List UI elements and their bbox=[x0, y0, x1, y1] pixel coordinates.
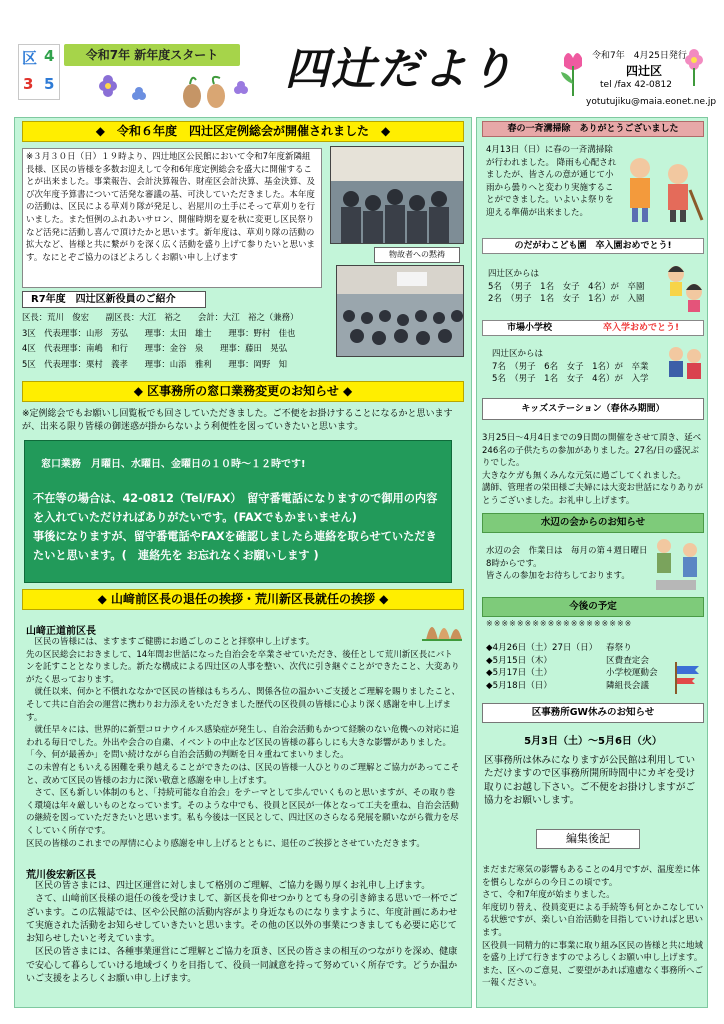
ichiba-line: 5名 （男子 1名 女子 4名）が 入学 bbox=[492, 374, 649, 385]
photo-caption: 物故者への黙祷 bbox=[374, 247, 460, 263]
nodagawa-line: 5名 （男子 1名 女子 4名）が 卒園 bbox=[488, 281, 645, 292]
nodagawa-heading-text: のだがわこども園 卒入園おめでとう! bbox=[514, 241, 672, 251]
tel-fax: tel /fax 42-0812 bbox=[600, 80, 672, 90]
schedule-event: 小学校運動会 bbox=[606, 668, 658, 679]
former-chief-name: 山﨑正道前区長 bbox=[26, 626, 96, 637]
greetings-heading: ◆ 山﨑前区長の退任の挨拶・荒川新区長就任の挨拶 ◆ bbox=[22, 589, 464, 610]
schedule-item bbox=[486, 680, 696, 693]
logo-char-4: 4 bbox=[44, 47, 55, 65]
schedule-event: 春祭り bbox=[606, 643, 632, 653]
new-year-tag: 令和7年 新年度スタート bbox=[64, 44, 240, 66]
newsletter-title: 四辻だより bbox=[285, 44, 515, 95]
schedule-item bbox=[486, 642, 696, 655]
office-hours-panel bbox=[24, 440, 452, 583]
office-hours: 窓口業務 月曜日、水曜日、金曜日の１０時〜１２時です! bbox=[41, 459, 306, 470]
mizube-body: 水辺の会 作業日は 毎月の第４週日曜日 8時からです。 皆さんの参加をお待ちしております。 bbox=[486, 546, 648, 582]
former-chief-message: 区民の皆様には、ますますご健勝にお過ごしのことと拝察申し上げます。 先の区民総会におきまして、14年間お世話になった自治会を卒業させていただき、後任として荒川新区長にバトンを託すこととなりました。新たな構成による四辻区の人事を整い、次代に引き継ぐことができたこと、大変ありがたく思っております。 就任以来、何かと不慣れななかで区民の皆様はもちろん、関係各位の温かいご支援とご理解を賜りましたこと、そして共に自治会の運営に携わりお力添えをいただきました歴代の区役員の皆様に心より深く感謝を申し上げます。 就任早々には、世界的に新型コロナウイルス感染症が発生し、自治会活動もかつて経験のない危機への対応に追われる毎日でした。外出や会合の自粛、イベントの中止など区民の皆様の暮らしにも大きな影響がありました。「今、何が最善か」を問い続けながら自治会活動の判断を日々重ねてまいりました。 この未曽有ともいえる困難を乗り越えることができたのは、区民の皆様一人ひとりのご理解とご協力があってこそと、改めて区民の皆様のお力に深い敬意と感謝を申し上げます。 さて、区も新しい体制のもと、「持続可能な自治会」をテーマとして歩んでいくものと思いますが、その取り巻く環境は年々厳しいものとなっています。そのような中でも、役員と区民が一体となって工夫を重ね、自治会活動の継続を図っていただきたいと思います。私も今後は一区民として、四辻区のさらなる発展を願いながら微力を尽くしていく所存です。 区民の皆様のこれまでの厚情に心より感謝を申し上げるとともに、退任のご挨拶とさせていただきます。 bbox=[26, 637, 460, 849]
district-name: 四辻区 bbox=[626, 64, 663, 78]
new-chief-name: 荒川俊宏新区長 bbox=[26, 870, 96, 881]
schedule-event: 隣組長会議 bbox=[606, 680, 649, 691]
mizube-heading: 水辺の会からのお知らせ bbox=[482, 513, 704, 533]
nodagawa-intro: 四辻区からは bbox=[488, 269, 540, 279]
kids-station-heading: キッズステーション（春休み期間） bbox=[482, 398, 704, 420]
nodagawa-heading bbox=[482, 238, 704, 254]
absence-notice: 不在等の場合は、42-0812（Tel/FAX） 留守番電話になりますので御用の内容を入れていただければありがたいです。(FAXでもかまいません) 事後になりますが、留守番電話やFAXを確認しましたら連絡を取らせていただきたいと思います。( 連絡先を お忘れなくお願いします ) bbox=[33, 492, 438, 562]
ichiba-heading bbox=[482, 320, 704, 336]
new-chief-message: 区民の皆さまには、四辻区運営に対しまして格別のご理解、ご協力を賜り厚くお礼申し上げます。 さて、山﨑前区長様の退任の後を受けまして、新区長を仰せつかりとても身の引き締まる思いで一杯でございます。この広報誌では、区や公民館の活動内容がより身近なものになりますように、年度計画にあわせて実施された活動をお知らせしていきたいと思います。その他の区以外の事業につきましても必要に応じてお知らせしたいと考えています。 区民の皆さまには、各種事業運営にご理解とご協力を頂き、区民の皆さまの相互のつながりを深め、健康で安心して暮らしていける地域づくりを目指して、役員一同誠意を持って努めていく所存です。どうか温かいご支援をよろしくお願い申し上げます。 bbox=[26, 881, 458, 985]
kindergarten-kids-icon bbox=[664, 262, 704, 312]
office-change-intro: ※定例総会でもお願いし回覧板でも回さしていただきました。ご不便をお掛けすることになるかと思いますが、出来る限り皆様の御迷惑が掛からないよう利便性を図っていきたいと思います。 bbox=[22, 409, 453, 432]
officers-roster bbox=[22, 310, 340, 372]
gw-dates: 5月3日（土）〜5月6日（火） bbox=[524, 736, 662, 747]
schedule-item bbox=[486, 655, 696, 668]
schedule-date: ◆4月26日（土）27日（日） bbox=[486, 643, 598, 653]
cleanup-body: 4月13日（日）に春の一斉溝掃除が行われました。 降雨も心配されましたが、皆さんの意が通じて小雨から曇りへと変わり実施することができました。いよいよ祭りを迎える準備が出来ました。 bbox=[486, 145, 617, 218]
school-kids-icon bbox=[664, 344, 704, 384]
cleanup-heading: 春の一斉溝掃除 ありがとうございました bbox=[482, 121, 704, 137]
schedule-date: ◆5月15日（木） bbox=[486, 655, 552, 666]
memorial-photo bbox=[330, 146, 464, 244]
schedule-event: 区費査定会 bbox=[606, 655, 649, 666]
office-change-heading: ◆ 区事務所の窓口業務変更のお知らせ ◆ bbox=[22, 381, 464, 402]
gw-body: 区事務所は休みになりますが公民館は利用していただけますので区事務所開所時間中にカギを受け取りにお越し下さい。ご不便をお掛けしますがご協力をお願いします。 bbox=[484, 755, 696, 807]
ichiba-congrats: 卒入学おめでとう! bbox=[603, 323, 680, 333]
kids-station-body: 3月25日〜4月4日までの9日間の開催をさせて頂き、延べ246名の子供たちの参加がありました。27名/日の盛況ぶりでした。 大きなケガも無くみんな元気に過ごしてくれました。 講師、管理者の栄田様ご夫婦には大変お世話になりありがとうございました。お礼申し上げます。 bbox=[482, 433, 704, 504]
cleaning-people-icon bbox=[620, 150, 704, 226]
district-logo bbox=[18, 44, 60, 100]
spring-decoration-icon bbox=[90, 66, 250, 112]
ichiba-line: 7名 （男子 6名 女子 1名）が 卒業 bbox=[492, 361, 649, 372]
schedule-date: ◆5月17日（土） bbox=[486, 668, 552, 679]
ichiba-school-name: 市場小学校 bbox=[507, 323, 553, 333]
schedule-heading: 今後の予定 bbox=[482, 597, 704, 617]
schedule-stars: ※※※※※※※※※※※※※※※※※※※ bbox=[486, 619, 633, 628]
officers-row: 5区 代表理事：栗村 義孝 理事：山添 雅利 理事：岡野 知 bbox=[22, 358, 287, 369]
schedule-item bbox=[486, 667, 696, 680]
ichiba-intro: 四辻区からは bbox=[492, 349, 544, 359]
logo-char-ku: 区 bbox=[22, 49, 38, 67]
officers-row: 4区 代表理事：南嶋 和行 理事：金谷 泉 理事：藤田 晃弘 bbox=[22, 343, 287, 353]
gw-heading: 区事務所GW休みのお知らせ bbox=[482, 703, 704, 723]
general-meeting-heading: ◆ 令和６年度 四辻区定例総会が開催されました ◆ bbox=[22, 121, 464, 142]
schedule-list bbox=[486, 642, 696, 692]
officers-row: 3区 代表理事：山形 芳弘 理事：太田 雄士 理事：野村 佳也 bbox=[22, 327, 296, 338]
email-address[interactable]: yotutujiku@maia.eonet.ne.jp bbox=[586, 97, 717, 107]
logo-char-5: 5 bbox=[44, 75, 55, 93]
postscript-body: まだまだ寒気の影響もあることの4月ですが、温度差に体を慣らしながらの今日この頃です。 さて、令和7年度が始まりました。 年度切り替え、役員変更による手続等も何とかこなしている状態ですが、楽しい自治活動を目指していければと思います。 区役員一同精力的に事業に取り組み区民の皆様と共に地域を盛り上げて行きますのでよろしくお願い申し上げます。 また、区へのご意見、ご要望があれば遠慮なく事務所へご一報ください。 bbox=[482, 865, 704, 989]
volunteers-icon bbox=[650, 534, 706, 596]
logo-char-3: 3 bbox=[23, 75, 34, 93]
schedule-date: ◆5月18日（日） bbox=[486, 680, 552, 691]
general-meeting-body: ※３月３０日（日）１９時より、四辻地区公民館において令和7年度新隣組長様、区民の皆様を多数お迎えして令和6年度定例総会を盛大に開催することが出来ました。事業報告、会計決算報告、財産区会計決算、基金決算、及び次年度予算書について活発な審議の基、可決していただきました。本年度の活動は、区民による草刈り隊が発足し、岩屋川の土手にそって草刈りを行いました。また恒例のふれあいサロン、開催時期を夏を秋に変更し区民祭りなど活発に活動し喜んで頂けたかと思います。新年度は、草刈り隊の活動の拡大など、皆様と共に繋がりを深く広く活動を盛り上げて参りたいと思います。なにとぞご協力のほどよろしくお願い申し上げます bbox=[22, 148, 322, 288]
carp-streamer-icon bbox=[672, 660, 706, 696]
meeting-hall-photo bbox=[336, 265, 464, 357]
officers-heading: R7年度 四辻区新役員のご紹介 bbox=[22, 291, 206, 308]
officers-row: 区長：荒川 俊宏 副区長：大江 裕之 会計：大江 裕之（兼務） bbox=[22, 312, 299, 322]
nodagawa-info bbox=[488, 268, 644, 306]
nodagawa-line: 2名 （男子 1名 女子 1名）が 入園 bbox=[488, 294, 645, 305]
issue-date: 令和7年 4月25日発行 bbox=[592, 51, 687, 61]
postscript-heading: 編集後記 bbox=[536, 829, 640, 849]
tulip-icon bbox=[556, 46, 590, 102]
ichiba-info bbox=[492, 348, 648, 386]
